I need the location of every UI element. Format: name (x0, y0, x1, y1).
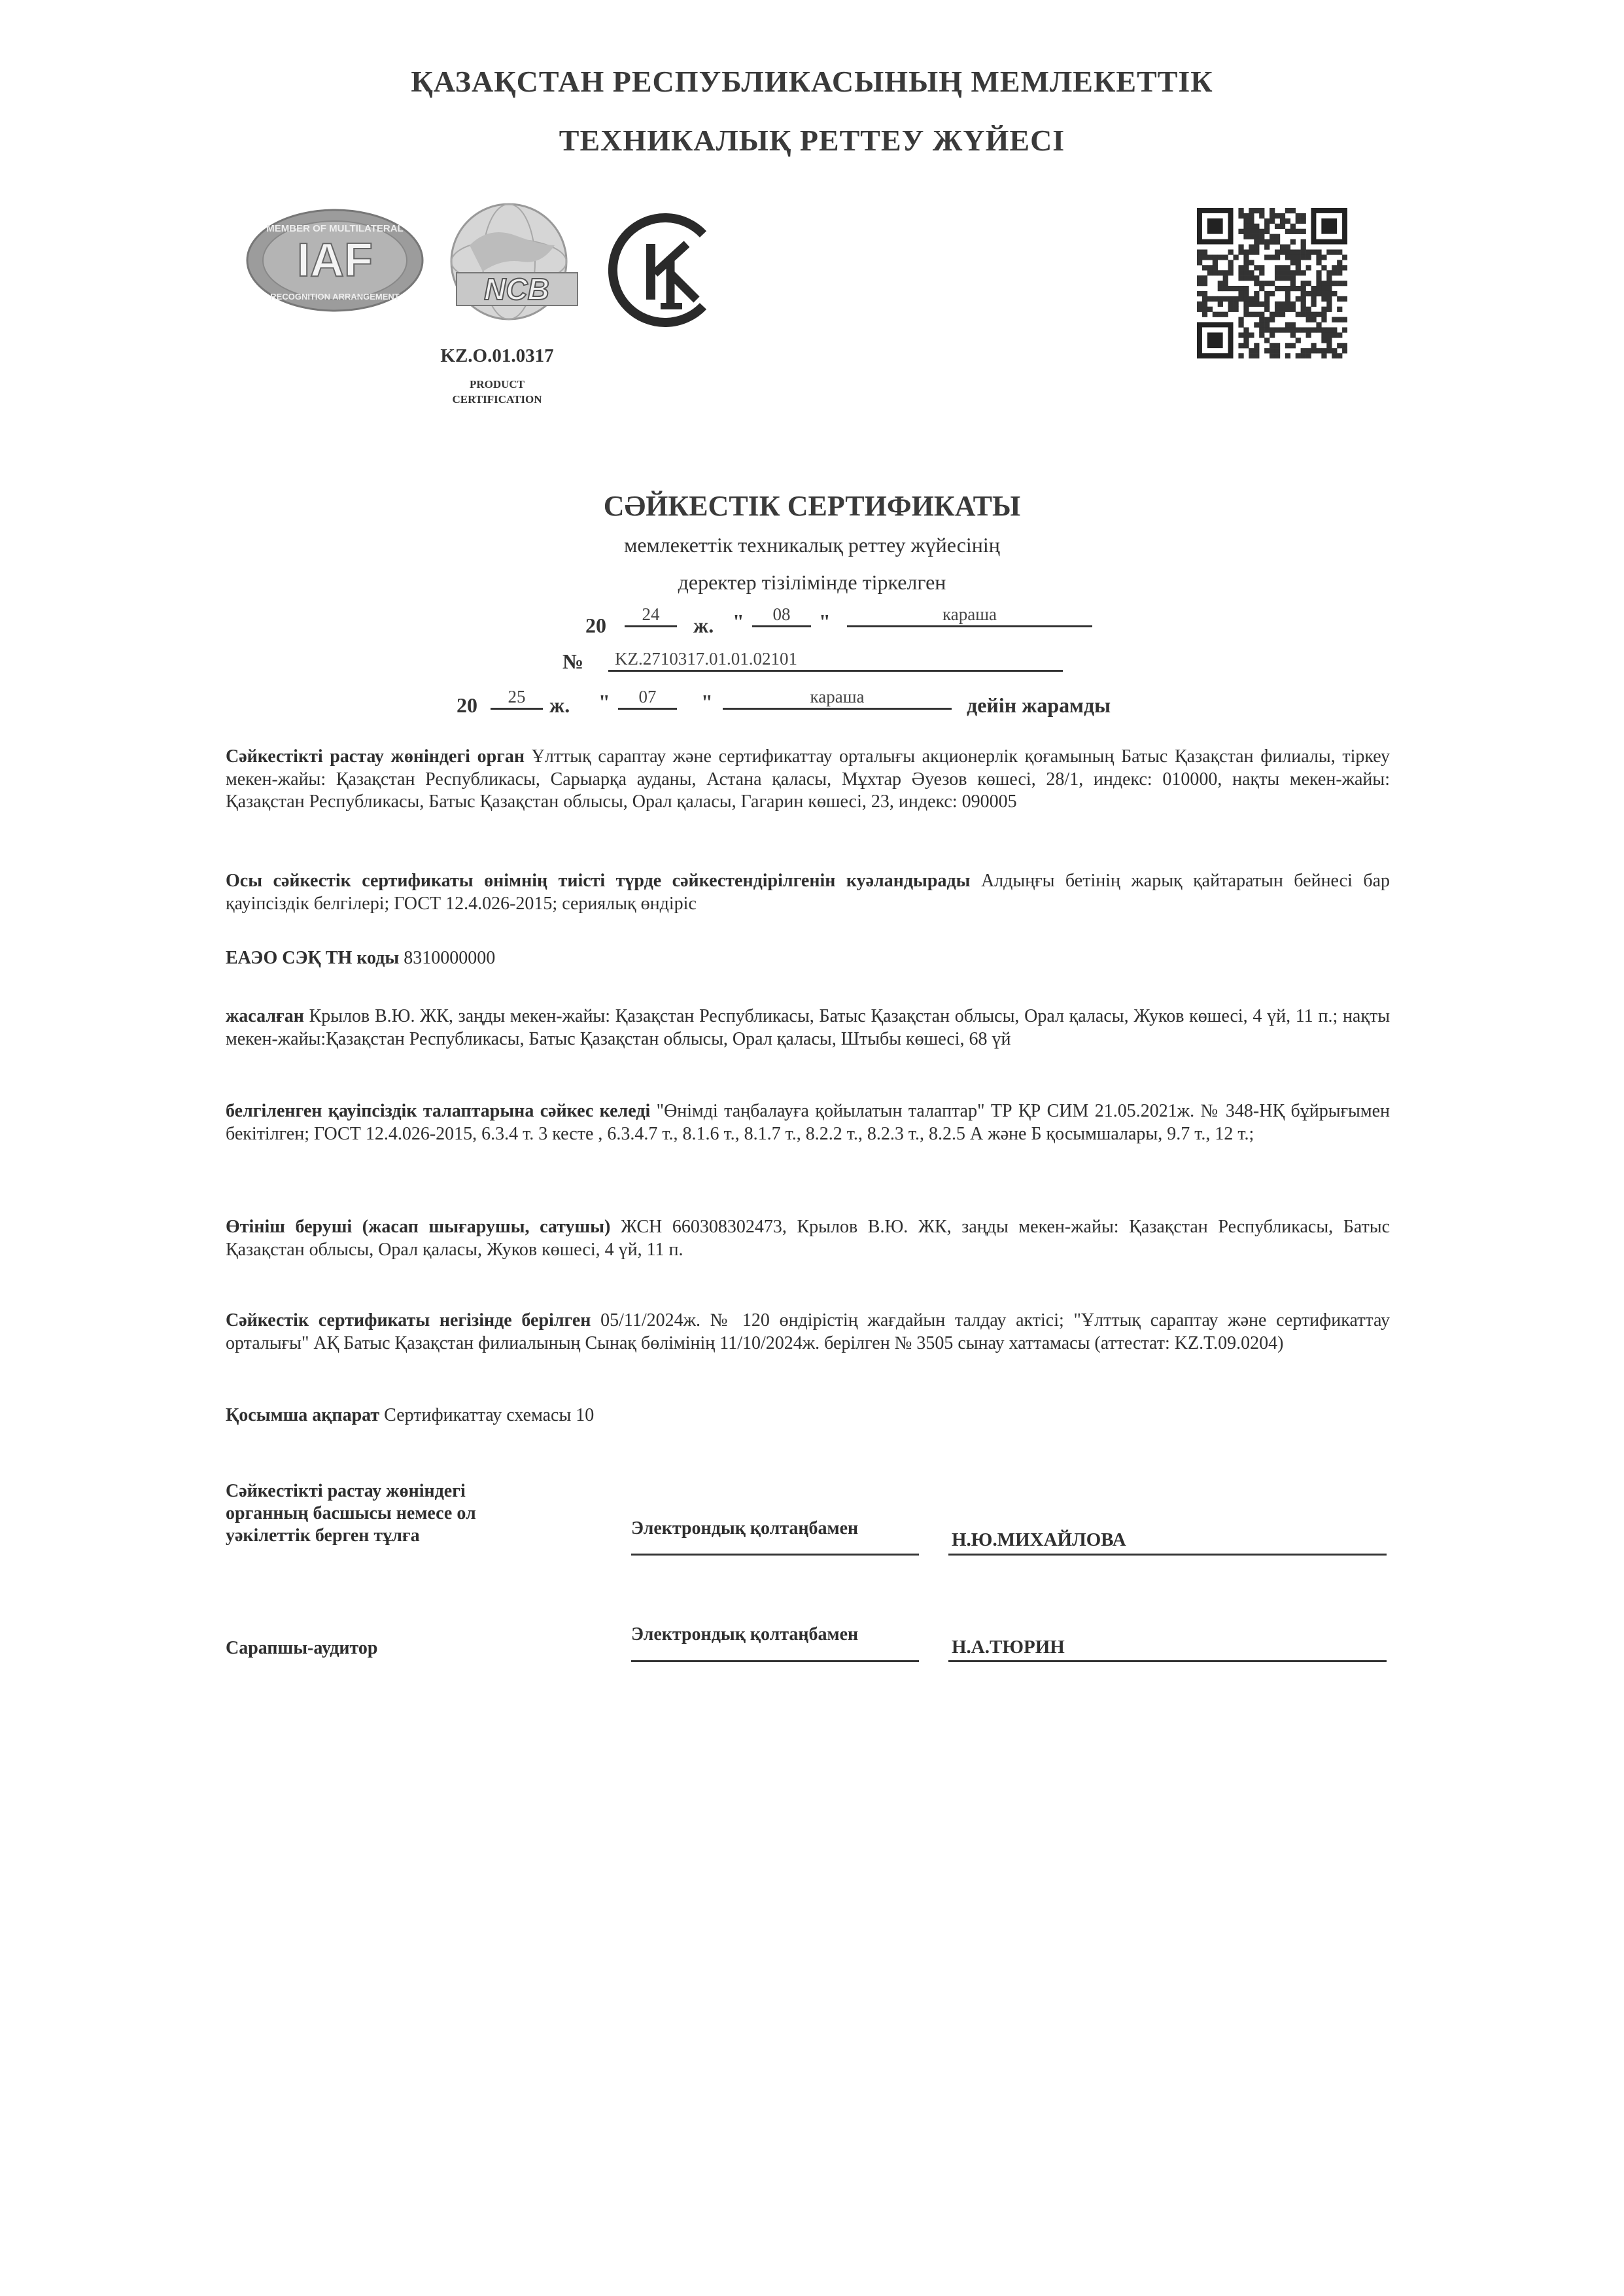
validity-quote-close: " (701, 690, 713, 714)
additional-info-text: Сертификаттау схемасы 10 (384, 1405, 595, 1425)
head-name-line (948, 1554, 1387, 1556)
header-line-2: ТЕХНИКАЛЫҚ РЕТТЕУ ЖҮЙЕСІ (559, 124, 1065, 157)
basis-section (226, 1310, 1390, 1355)
certification-body-text: Ұлттық сараптау және сертификаттау орталығы акционерлік қоғамының Батыс Қазақстан филиалы, тіркеу мекен-жайы: Қазақстан Республикасы, Сарыарқа ауданы, Астана қаласы, Мұхтар Әуезов көшесі, 28/1, индекс: 010000, нақты мекен-жайы: Қазақстан Республикасы, Батыс Қазақстан облысы, Орал қаласы, Гагарин көшесі, 23, индекс: 090005 (226, 746, 1391, 812)
hs-code-label: ЕАЭО СЭҚ ТН коды (226, 948, 400, 968)
accreditation-code: KZ.O.01.0317 (440, 345, 554, 366)
additional-info-section (226, 1404, 1390, 1427)
basis-label: Сәйкестік сертификаты негізінде берілген (226, 1310, 591, 1331)
auditor-label: Сарапшы-аудитор (226, 1638, 378, 1658)
registration-quote-close: " (819, 610, 831, 633)
registration-month: караша (847, 603, 1092, 627)
requirements-label: белгіленген қауіпсіздік талаптарына сәйкес келеді (226, 1101, 651, 1121)
iaf-top-text: MEMBER OF MULTILATERAL (266, 223, 404, 234)
ncb-globe-logo (443, 200, 581, 327)
validity-year: 25 (491, 686, 543, 710)
qr-code (1197, 208, 1347, 358)
hs-code-value: 8310000000 (404, 948, 496, 968)
additional-info-label: Қосымша ақпарат (226, 1405, 380, 1425)
product-label: Осы сәйкестік сертификаты өнімнің тиісті түрде сәйкестендірілгенін куәландырады (226, 871, 971, 891)
head-electronic-signature: Электрондық қолтаңбамен (631, 1518, 859, 1539)
certification-body-section (226, 746, 1390, 814)
iaf-letters: IAF (297, 234, 373, 287)
registration-quote-open: " (733, 610, 744, 633)
applicant-section (226, 1216, 1390, 1261)
certificate-number-label: № (562, 650, 584, 673)
head-signatory-label (226, 1480, 566, 1547)
head-signatory-name: Н.Ю.МИХАЙЛОВА (952, 1529, 1126, 1550)
registration-century: 20 (585, 614, 606, 637)
certificate-number: KZ.2710317.01.01.02101 (608, 648, 1063, 672)
auditor-name-line (948, 1660, 1387, 1662)
hs-code-section (226, 947, 1390, 970)
iaf-bottom-text: RECOGNITION ARRANGEMENT (270, 292, 400, 302)
validity-day: 07 (618, 686, 677, 710)
applicant-label: Өтініш беруші (жасап шығарушы, сатушы) (226, 1217, 611, 1237)
basis-text: 05/11/2024ж. № 120 өндірістің жағдайын талдау актісі; "Ұлттық сараптау және сертификаттау орталығы" АҚ Батыс Қазақстан филиалының Сынақ бөлімінің 11/10/2024ж. берілген № 3505 сынау хаттамасы (аттестат: KZ.T.09.0204) (226, 1310, 1390, 1353)
requirements-text: "Өнімді таңбалауға қойылатын талаптар" ТР ҚР СИМ 21.05.2021ж. № 348-НҚ бұйрығымен бекітілген; ГОСТ 12.4.026-2015, 6.3.4 т. 3 кесте , 6.3.4.7 т., 8.1.6 т., 8.1.7 т., 8.2.2 т., 8.2.3 т., 8.2.5 А және Б қосымшалары, 9.7 т., 12 т.; (226, 1101, 1390, 1144)
auditor-electronic-signature: Электрондық қолтаңбамен (631, 1624, 859, 1644)
certificate-subtitle-2: деректер тізілімінде тіркелген (678, 570, 946, 594)
manufacturer-section (226, 1005, 1390, 1051)
manufacturer-label: жасалған (226, 1006, 304, 1026)
product-text: Алдыңғы бетінің жарық қайтаратын бейнесі бар қауіпсіздік белгілері; ГОСТ 12.4.026-2015; сериялық өндіріс (226, 871, 1391, 914)
registration-day: 08 (752, 603, 811, 627)
applicant-text: ЖСН 660308302473, Крылов В.Ю. ЖК, заңды мекен-жайы: Қазақстан Республикасы, Батыс Қазақстан облысы, Орал қаласы, Жуков көшесі, 4 үй, 11 п. (226, 1217, 1391, 1260)
certificate-subtitle-1: мемлекеттік техникалық реттеу жүйесінің (624, 533, 1000, 557)
kz-conformity-mark-icon (605, 208, 719, 332)
head-signatory-line-1: Сәйкестікті растау жөніндегі (226, 1481, 466, 1501)
validity-year-suffix: ж. (549, 693, 570, 717)
head-signatory-line-2: органның басшысы немесе ол (226, 1503, 476, 1523)
validity-month: караша (723, 686, 952, 710)
certificate-title: СӘЙКЕСТІК СЕРТИФИКАТЫ (603, 490, 1021, 522)
accreditation-line-1: PRODUCT (469, 378, 525, 391)
accreditation-line-2: CERTIFICATION (452, 393, 542, 406)
iaf-logo (245, 208, 425, 313)
registration-year-suffix: ж. (693, 614, 714, 637)
head-signatory-line-3: уәкілеттік берген тұлға (226, 1525, 420, 1546)
auditor-name: Н.А.ТЮРИН (952, 1637, 1065, 1658)
requirements-section (226, 1100, 1390, 1145)
validity-century: 20 (457, 693, 477, 717)
manufacturer-text: Крылов В.Ю. ЖК, заңды мекен-жайы: Қазақстан Республикасы, Батыс Қазақстан облысы, Орал қаласы, Жуков көшесі, 4 үй, 11 п.; нақты мекен-жайы:Қазақстан Республикасы, Батыс Қазақстан облысы, Орал қаласы, Штыбы көшесі, 68 үй (226, 1006, 1391, 1049)
ncb-letters: NCB (484, 272, 549, 306)
validity-quote-open: " (598, 690, 610, 714)
certification-body-label: Сәйкестікті растау жөніндегі орган (226, 746, 525, 767)
validity-suffix: дейін жарамды (967, 693, 1111, 717)
registration-year: 24 (625, 603, 677, 627)
header-line-1: ҚАЗАҚСТАН РЕСПУБЛИКАСЫНЫҢ МЕМЛЕКЕТТІК (411, 65, 1213, 98)
head-signature-line (631, 1554, 919, 1556)
auditor-signature-line (631, 1660, 919, 1662)
product-section (226, 870, 1390, 915)
